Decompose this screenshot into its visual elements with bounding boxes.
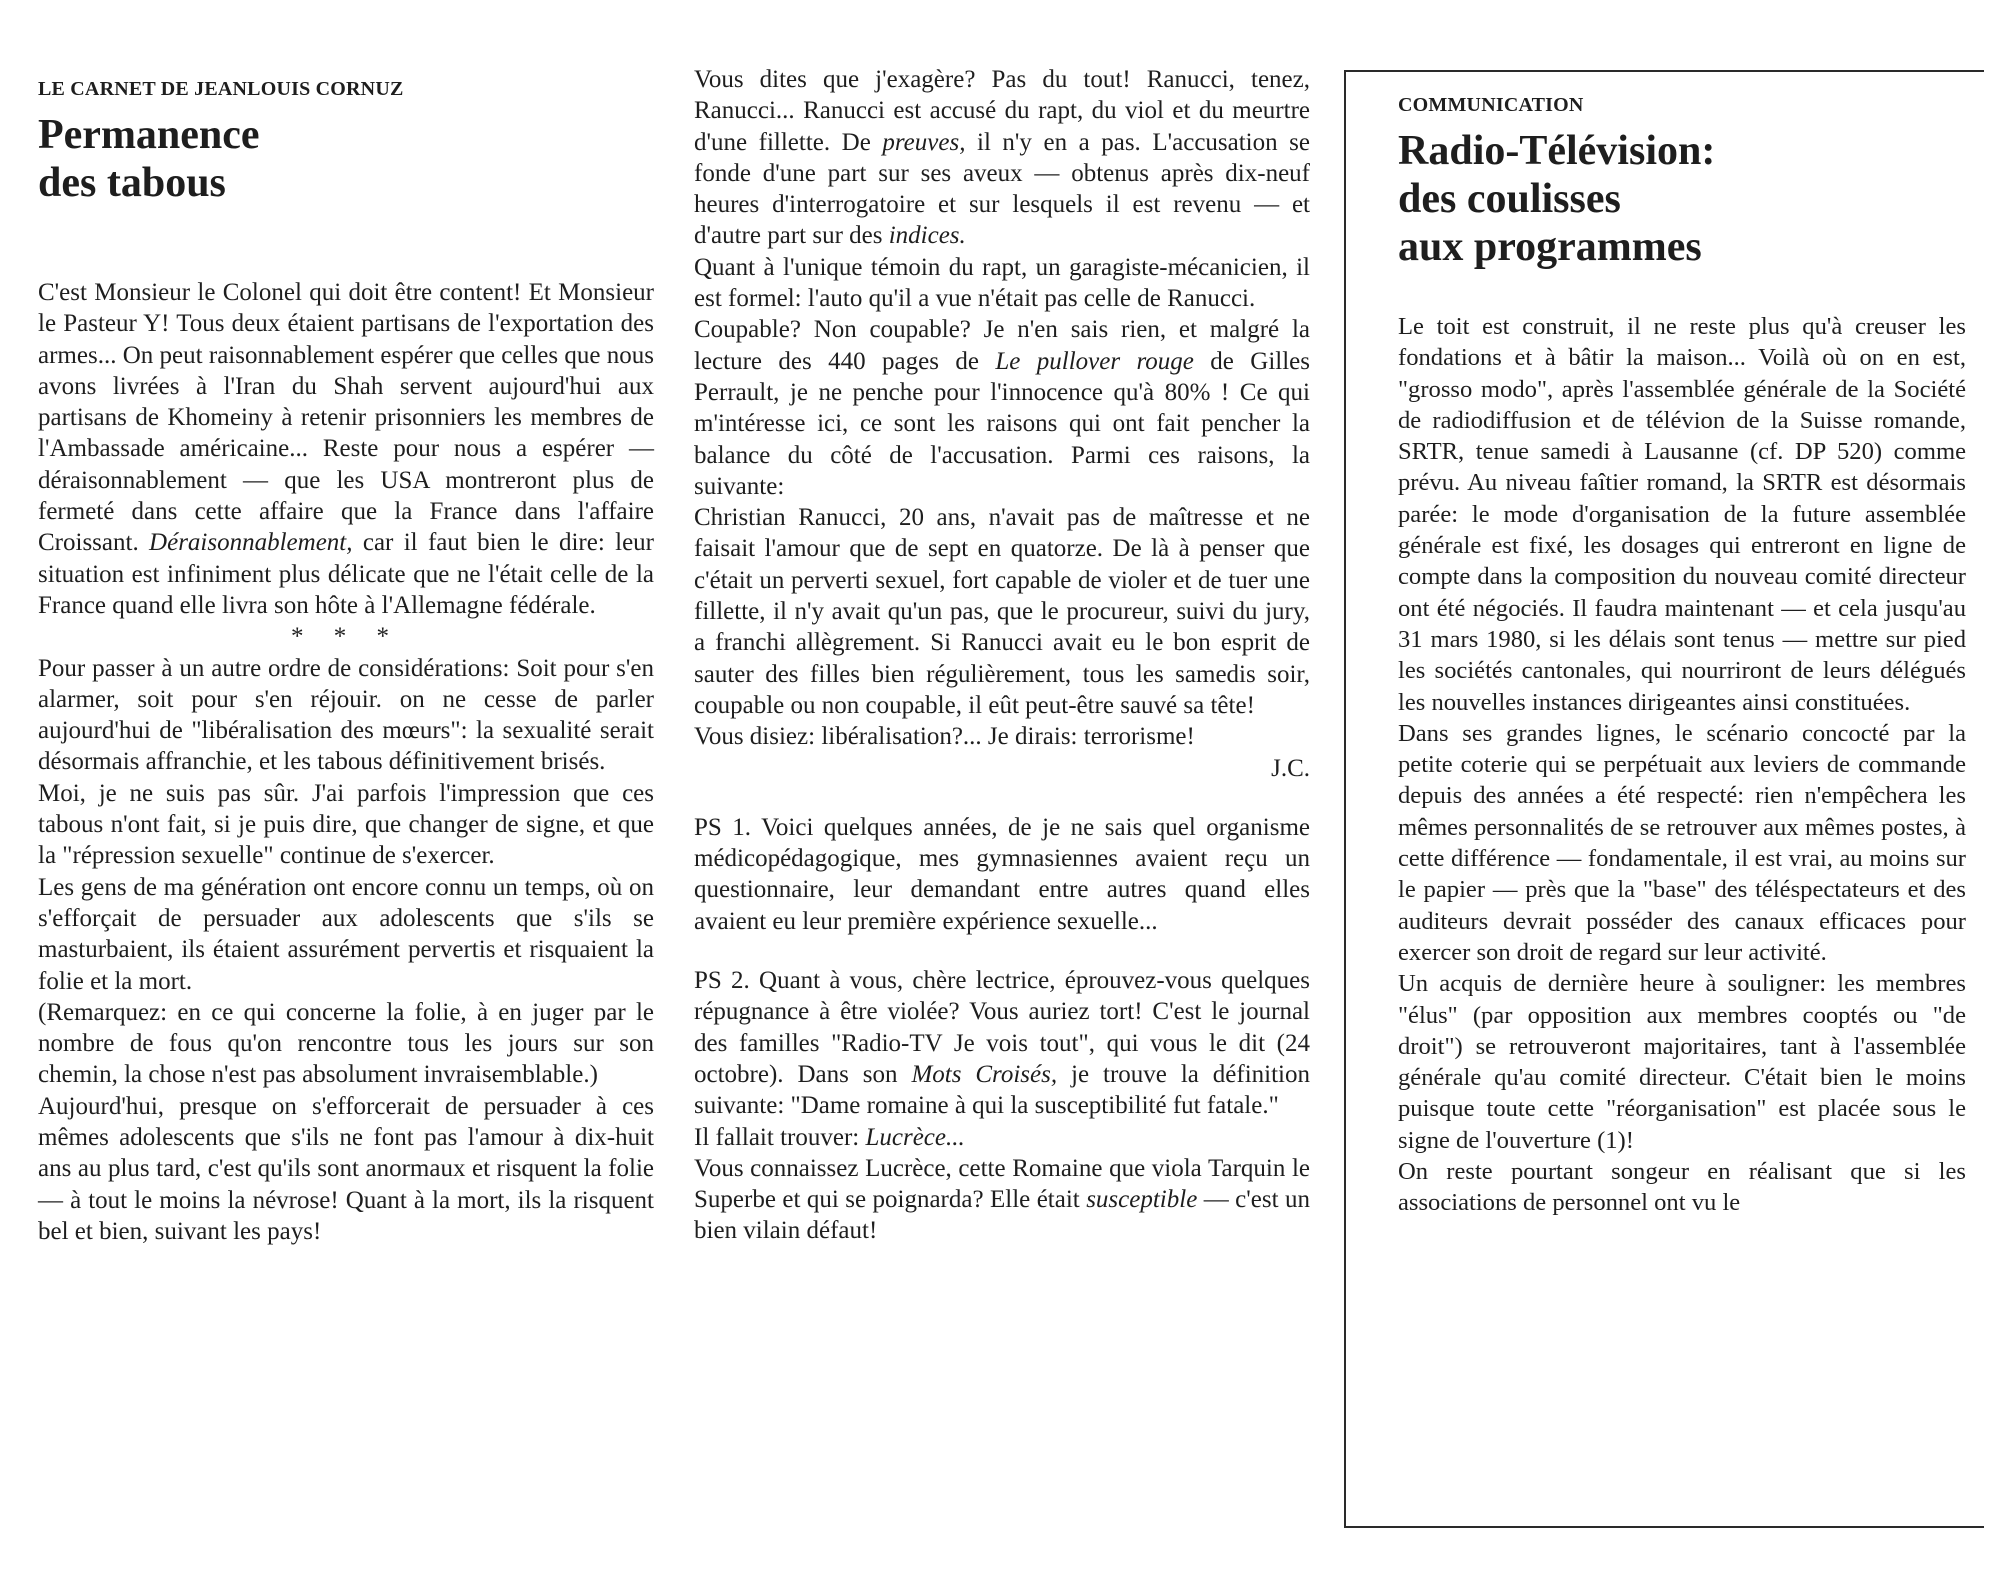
paragraph: Les gens de ma génération ont encore connu un temps, où on s'efforçait de persuader aux adolescents que s'ils se masturbaient, ils étaient assurément pervertis et risquaient la folie et la mort. [38, 873, 654, 995]
paragraph: (Remarquez: en ce qui concerne la folie, à en juger par le nombre de fous qu'on rencontre tous les jours sur son chemin, la chose n'est pas absolument invraisemblable.) [38, 998, 654, 1089]
headline-line: Radio-Télévision: [1398, 128, 1716, 174]
paragraph: Christian Ranucci, 20 ans, n'avait pas de maîtresse et ne faisait l'amour que de sept en quatorze. De là à penser que c'était un perverti sexuel, fort capable de violer et de tuer une fillette, il n'y avait qu'un pas, que le procureur, suivi du jury, a franchi allègrement. Si Ranucci avait eu le bon esprit de sauter des filles bien régulièrement, tous les samedis soir, coupable ou non coupable, il eût peut-être sauvé sa tête! [694, 504, 1310, 719]
postscript-1: PS 1. Voici quelques années, de je ne sais quel organisme médicopédagogique, mes gymnasiennes avaient reçu un questionnaire, leur demandant entre autres quand elles avaient eu leur première expérience sexuelle... [694, 813, 1310, 935]
article-body [38, 277, 654, 1247]
postscript-2: PS 2. Quant à vous, chère lectrice, éprouvez-vous quelques répugnance à être violée? Vous auriez tort! C'est le journal des familles "Radio-TV Je vois tout", qui vous le dit (24 octobre). Dans son Mots Croisés, je trouve la définition suivante: "Dame romaine à qui la susceptibilité fut fatale." [694, 967, 1311, 1120]
paragraph: C'est Monsieur le Colonel qui doit être content! Et Monsieur le Pasteur Y! Tous deux étaient partisans de l'exportation des armes... On peut raisonnablement espérer que celles que nous avons livrées à l'Iran du Shah servent aujourd'hui aux partisans de Khomeiny à retenir prisonniers les membres de l'Ambassade américaine... Reste pour nous a espérer — déraisonnablement — que les USA montreront plus de fermeté dans cette affaire que la France dans l'affaire Croissant. Déraisonnablement, car il faut bien le dire: leur situation est infiniment plus délicate que ne l'était celle de la France quand elle livra son hôte à l'Allemagne fédérale. [38, 279, 654, 619]
section-separator: * * * [291, 623, 401, 651]
paragraph: Il fallait trouver: Lucrèce... [694, 1123, 965, 1151]
paragraph: Le toit est construit, il ne reste plus qu'à creuser les fondations et à bâtir la maison... Voilà où on en est, "grosso modo", après l'assemblée générale de la Société de radiodiffusion et de télévion de la Suisse romande, SRTR, tenue samedi à Lausanne (cf. DP 520) comme prévu. Au niveau faîtier romand, la SRTR est désormais parée: le mode d'organisation de la future assemblée générale est fixé, les dosages qui entreront en ligne de compte dans la composition du nouveau comité directeur ont été négociés. Il faudra maintenant — et cela jusqu'au 31 mars 1980, si les délais sont tenus — mettre sur pied les sociétés cantonales, qui nourriront de leurs délégués les nouvelles instances dirigeantes ainsi constituées. [1398, 313, 1966, 716]
paragraph: Moi, je ne suis pas sûr. J'ai parfois l'impression que ces tabous n'ont fait, si je puis dire, que changer de signe, et que la "répression sexuelle" continue de s'exercer. [38, 779, 654, 870]
paragraph: Vous connaissez Lucrèce, cette Romaine que viola Tarquin le Superbe et qui se poignarda? Elle était susceptible — c'est un bien vilain défaut! [694, 1154, 1310, 1245]
article-cornuz-continued [694, 0, 1310, 1588]
headline-line: Permanence [38, 112, 260, 158]
article-body [1398, 311, 1966, 1219]
article-body [694, 64, 1310, 1247]
spacer [694, 937, 1310, 965]
column-kicker: COMMUNICATION [1398, 94, 1584, 116]
book-title: Le pullover rouge [995, 347, 1194, 375]
emphasis: indices. [888, 222, 966, 250]
emphasis: susceptible [1086, 1186, 1198, 1214]
paragraph: Vous dites que j'exagère? Pas du tout! Ranucci, tenez, Ranucci... Ranucci est accusé du rapt, du viol et du meurtre d'une fillette. De preuves, il n'y en a pas. L'accusation se fonde d'une part sur ses aveux — obtenus après dix-neuf heures d'interrogatoire et sur lesquels il est revenu — et d'autre part sur des indices. [694, 66, 1310, 250]
headline-line: aux programmes [1398, 224, 1702, 270]
article-headline [38, 111, 654, 207]
emphasis: Déraisonnablement, [149, 529, 353, 557]
article-cornuz [38, 0, 654, 1588]
headline-line: des tabous [38, 160, 226, 206]
headline-line: des coulisses [1398, 176, 1621, 222]
paragraph: On reste pourtant songeur en réalisant que si les associations de personnel ont vu le [1398, 1158, 1966, 1217]
paragraph: Pour passer à un autre ordre de considérations: Soit pour s'en alarmer, soit pour s'en réjouir. on ne cesse de parler aujourd'hui de "libéralisation des mœurs": la sexualité serait désormais affranchie, et les tabous définitivement brisés. [38, 654, 654, 776]
paragraph: Dans ses grandes lignes, le scénario concocté par la petite coterie qui se perpétuait aux leviers de commande depuis des années a été respecté: rien n'empêchera les mêmes personnalités de se retrouver aux mêmes postes, à cette différence — fondamentale, il est vrai, au moins sur le papier — près que la "base" des téléspectateurs et des auditeurs devrait posséder des canaux efficaces pour exercer son droit de regard sur leur activité. [1398, 719, 1966, 966]
signature: J.C. [1271, 754, 1310, 782]
emphasis: preuves, [882, 128, 966, 156]
column-kicker: LE CARNET DE JEANLOUIS CORNUZ [38, 78, 404, 100]
emphasis: Mots Croisés, [911, 1060, 1058, 1088]
paragraph: Vous disiez: libéralisation?... Je dirais: terrorisme! [694, 723, 1195, 751]
article-headline [1398, 127, 1966, 271]
paragraph: Quant à l'unique témoin du rapt, un garagiste-mécanicien, il est formel: l'auto qu'il a vue n'était pas celle de Ranucci. [694, 253, 1310, 313]
emphasis: Lucrèce... [865, 1123, 965, 1151]
spacer [694, 784, 1310, 812]
paragraph: Coupable? Non coupable? Je n'en sais rien, et malgré la lecture des 440 pages de Le pullover rouge de Gilles Perrault, je ne penche pour l'innocence qu'à 80% ! Ce qui m'intéresse ici, ce sont les raisons qui ont fait pencher la balance du côté de l'accusation. Parmi ces raisons, la suivante: [694, 316, 1310, 500]
paragraph: Un acquis de dernière heure à souligner: les membres "élus" (par opposition aux membres cooptés ou "de droit") se retrouveront majoritaires, tant à l'assemblée générale qu'au comité directeur. C'était bien le moins puisque toute cette "réorganisation" est placée sous le signe de l'ouverture (1)! [1398, 970, 1966, 1154]
paragraph: Aujourd'hui, presque on s'efforcerait de persuader à ces mêmes adolescents que s'ils ne font pas l'amour à dix-huit ans au plus tard, c'est qu'ils sont anormaux et risquent la folie — à tout le moins la névrose! Quant à la mort, ils la risquent bel et bien, suivant les pays! [38, 1092, 654, 1245]
article-communication-box [1344, 70, 1984, 1528]
